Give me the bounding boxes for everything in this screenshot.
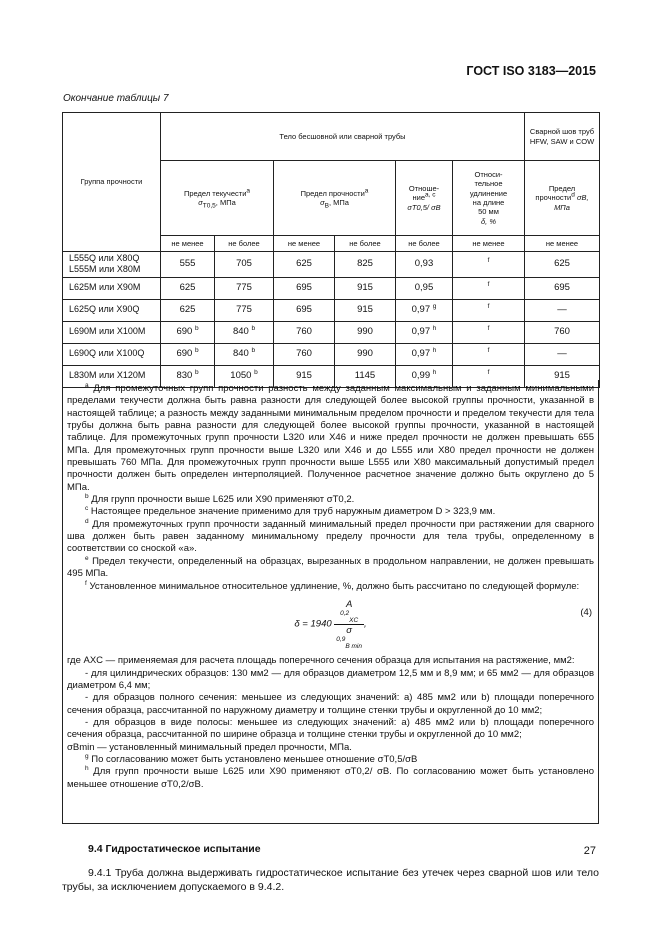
note-a: $^a$ Для промежуточных групп прочности разность между заданным максимальным и заданным минимальными пределами текучести должна быть равна разности для следующей более высокой группы прочности, указанной в настоящей таблице; а разность между заданными минимальным пределом прочности и пределом текучести для тела трубы должна быть равна разности для следующей более высокой группы прочности, указанной в настоящей таблице. Для промежуточных групп прочности L320 или X46 и ниже предел прочности не должен превышать 655 МПа. Для промежуточных групп прочности выше L320 или X46 и до L555 или X80 предел прочности не должен превышать 760 МПа. Для промежуточных групп прочности выше L555 или X80 максимальный допустимый предел прочности должен быть определен интерполяцией. Полученное расчетное значение должно быть округлено до 5 МПа. — [67, 381, 595, 493]
table-row — [63, 343, 600, 365]
cell-ymin: 830 $^b$ — [161, 365, 215, 387]
cell-ratio: 0,95 — [396, 277, 453, 299]
cell-elong: f — [453, 321, 525, 343]
where-item-1: - для цилиндрических образцов: 130 мм2 — для образцов диаметром 12,5 мм и 8,9 мм; и 65 мм2 — для образцов диаметром 6,4 мм; — [67, 667, 594, 691]
cell-group: L830M или X120M — [63, 365, 161, 387]
cell-ymax: 775 — [215, 277, 274, 299]
cell-group: L625Q или X90Q — [63, 299, 161, 321]
weld-tensile-header: Предел прочности$^d$ σВ, МПа — [525, 161, 600, 236]
yield-header: Предел текучести$^a$ $\sigma_{T0,5}$, МПа — [161, 161, 274, 236]
cell-ymax: 840 $^b$ — [215, 321, 274, 343]
cell-tmax: 825 — [335, 252, 396, 278]
cell-ymin: 625 — [161, 299, 215, 321]
cell-ratio: 0,93 — [396, 252, 453, 278]
where-item-2: - для образцов полного сечения: меньшее из следующих значений: a) 485 мм2 или b) площади поперечного сечения образца, рассчитанной по наружному диаметру и толщине стенки трубы и округленной до 10 мм2; — [67, 692, 594, 716]
elongation-formula: δ = 1940 A $^{0,2}_{XC}$ σ $^{0,9}_{B min}$ , (4) — [294, 598, 592, 650]
cell-tmax: 1145 — [335, 365, 396, 387]
col-max: не более — [396, 236, 453, 252]
cell-ymin: 555 — [161, 252, 215, 278]
formula-number: (4) — [580, 606, 592, 618]
col-min: не менее — [525, 236, 600, 252]
cell-group: L555Q или X80Q L555M или X80M — [63, 252, 161, 278]
cell-ratio: 0,97 $^g$ — [396, 299, 453, 321]
cell-ratio: 0,97 $^h$ — [396, 321, 453, 343]
page-number: 27 — [583, 845, 596, 857]
cell-group: L625M или X90M — [63, 277, 161, 299]
col-min: не менее — [274, 236, 335, 252]
cell-elong: f — [453, 365, 525, 387]
elongation-header: Относи- тельное удлинение на длине 50 мм δ, % — [453, 161, 525, 236]
section-paragraph: 9.4.1 Труба должна выдерживать гидростатическое испытание без утечек через сварной шов или тело трубы, за исключением допускаемого в 9.4.2. — [62, 867, 599, 894]
cell-ratio: 0,97 $^h$ — [396, 343, 453, 365]
cell-ymax: 840 $^b$ — [215, 343, 274, 365]
cell-tmin: 760 — [274, 343, 335, 365]
table-row — [63, 299, 600, 321]
cell-weld: 760 — [525, 321, 600, 343]
cell-weld: — — [525, 299, 600, 321]
cell-weld: 695 — [525, 277, 600, 299]
note-b: $^b$ Для групп прочности выше L625 или X90 применяют σT0,2. — [85, 492, 355, 506]
col-min: не менее — [161, 236, 215, 252]
cell-weld: 625 — [525, 252, 600, 278]
col-min: не менее — [453, 236, 525, 252]
where-clause: где AXC — применяемая для расчета площадь поперечного сечения образца для испытания на растяжение, мм2: — [67, 655, 575, 667]
document-header: ГОСТ ISO 3183—2015 — [466, 64, 596, 78]
cell-ymin: 625 — [161, 277, 215, 299]
sigma-bmin-def: σBmin — установленный минимальный предел прочности, МПа. — [67, 741, 352, 753]
weld-seam-header: Сварной шов труб HFW, SAW и COW — [525, 113, 600, 161]
ratio-header: Отноше- ние$^{a, c}$ σT0,5/ σВ — [396, 161, 453, 236]
cell-ratio: 0,99 $^h$ — [396, 365, 453, 387]
table-notes — [62, 380, 599, 824]
cell-ymax: 775 — [215, 299, 274, 321]
note-g: $^g$ По согласованию может быть установлено меньшее отношение σT0,5/σB — [85, 752, 418, 765]
strength-table — [62, 112, 600, 388]
cell-tmin: 695 — [274, 299, 335, 321]
col-max: не более — [335, 236, 396, 252]
note-f: $^f$ Установленное минимальное относительное удлинение, %, должно быть рассчитано по следующей формуле: — [85, 579, 580, 592]
col-max: не более — [215, 236, 274, 252]
cell-tmax: 915 — [335, 277, 396, 299]
cell-tmax: 915 — [335, 299, 396, 321]
cell-ymax: 1050 $^b$ — [215, 365, 274, 387]
cell-elong: f — [453, 252, 525, 278]
cell-group: L690Q или X100Q — [63, 343, 161, 365]
cell-ymin: 690 $^b$ — [161, 321, 215, 343]
table-row — [63, 252, 600, 278]
cell-tmin: 760 — [274, 321, 335, 343]
cell-weld: — — [525, 343, 600, 365]
cell-tmin: 695 — [274, 277, 335, 299]
cell-group: L690M или X100M — [63, 321, 161, 343]
cell-tmin: 625 — [274, 252, 335, 278]
cell-weld: 915 — [525, 365, 600, 387]
cell-tmin: 915 — [274, 365, 335, 387]
note-d: $^d$ Для промежуточных групп прочности заданный минимальный предел прочности при растяжении для сварного шва должен быть равен заданному минимальному пределу прочности для тела трубы, определенному в соответствии со сноской «a». — [67, 517, 595, 555]
cell-ymin: 690 $^b$ — [161, 343, 215, 365]
pipe-body-header: Тело бесшовной или сварной трубы — [161, 113, 525, 161]
table-row — [63, 321, 600, 343]
cell-ymax: 705 — [215, 252, 274, 278]
tensile-header: Предел прочности$^a$ $\sigma_В$, МПа — [274, 161, 396, 236]
group-header: Группа прочности — [63, 113, 161, 252]
cell-elong: f — [453, 277, 525, 299]
table-caption: Окончание таблицы 7 — [63, 93, 169, 104]
cell-elong: f — [453, 299, 525, 321]
where-item-3: - для образцов в виде полосы: меньшее из следующих значений: a) 485 мм2 или b) площади поперечного сечения образца, рассчитанной по ширине образца и толщине стенки трубы и округленной до 10 мм2; — [67, 716, 594, 741]
note-h: $^h$ Для групп прочности выше L625 или X90 применяют σT0,2/ σB. По согласованию может быть установлено меньшее отношение σT0,2/σB. — [67, 765, 595, 790]
cell-tmax: 990 — [335, 343, 396, 365]
table-row — [63, 277, 600, 299]
note-c: $^c$ Настоящее предельное значение применимо для труб наружным диаметром D > 323,9 мм. — [85, 505, 496, 518]
section-title: 9.4 Гидростатическое испытание — [88, 843, 261, 855]
cell-tmax: 990 — [335, 321, 396, 343]
note-e: $^e$ Предел текучести, определенный на образцах, вырезанных в продольном направлении, не должен превышать 495 МПа. — [67, 554, 595, 580]
cell-elong: f — [453, 343, 525, 365]
